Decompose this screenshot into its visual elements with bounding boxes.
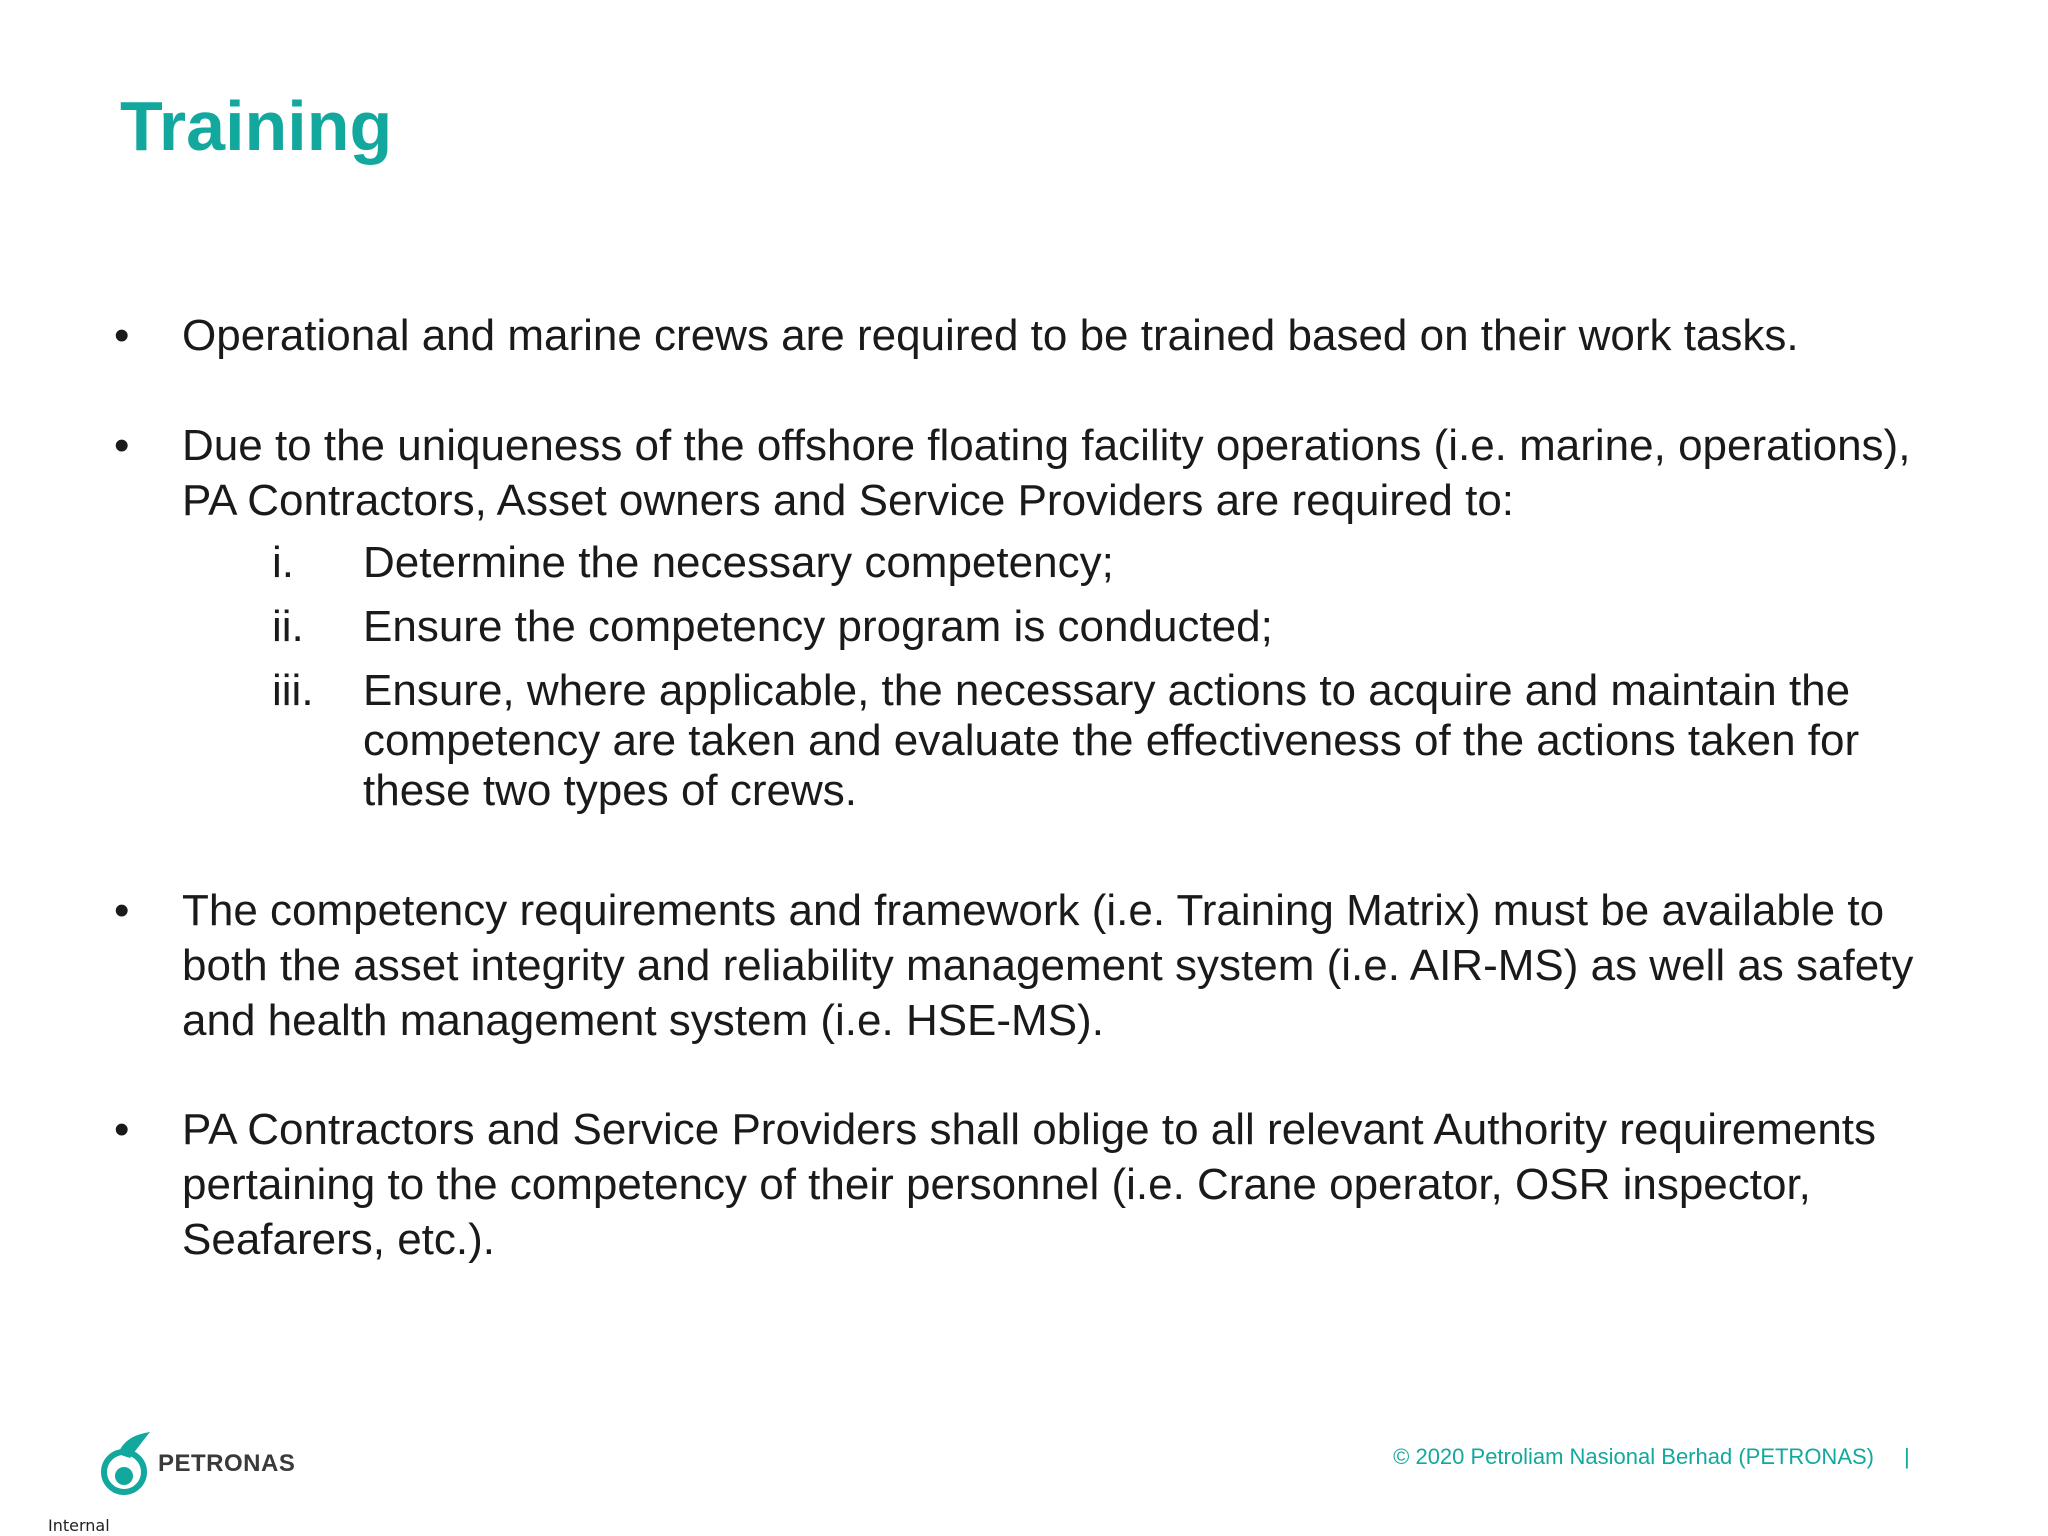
sub-item-text: Ensure the competency program is conducted; — [363, 602, 1273, 651]
petronas-logo-icon — [100, 1428, 156, 1498]
bullet-marker: • — [114, 311, 130, 360]
slide-title: Training — [120, 87, 393, 165]
sub-item-text: Determine the necessary competency; — [363, 538, 1114, 587]
bullet-marker: • — [114, 421, 130, 470]
classification-label: Internal — [48, 1516, 110, 1535]
sub-item-number: iii. — [272, 666, 314, 715]
logo-wordmark: PETRONAS — [158, 1450, 296, 1477]
footer-separator: | — [1904, 1444, 1910, 1469]
sub-item-number: ii. — [272, 602, 304, 651]
sub-item-number: i. — [272, 538, 294, 587]
bullet-marker: • — [114, 886, 130, 935]
bullet-text: The competency requirements and framework (i.e. Training Matrix) must be available to both the asset integrity and reliability management system (i.e. AIR-MS) as well as safety and health management system (i.e. HSE-MS). — [182, 886, 1914, 1045]
bullet-text: PA Contractors and Service Providers shall oblige to all relevant Authority requirements pertaining to the competency of their personnel (i.e. Crane operator, OSR inspector, Seafarers, etc.). — [182, 1105, 1877, 1264]
footer-copyright: © 2020 Petroliam Nasional Berhad (PETRONAS) — [1393, 1444, 1874, 1469]
sub-item-text: Ensure, where applicable, the necessary actions to acquire and maintain the competency are taken and evaluate the effectiveness of the actions taken for these two types of crews. — [363, 666, 1860, 815]
bullet-marker: • — [114, 1105, 130, 1154]
bullet-text: Due to the uniqueness of the offshore floating facility operations (i.e. marine, operations), PA Contractors, Asset owners and Service Providers are required to: — [182, 421, 1911, 525]
bullet-text: Operational and marine crews are required to be trained based on their work tasks. — [182, 311, 1799, 360]
